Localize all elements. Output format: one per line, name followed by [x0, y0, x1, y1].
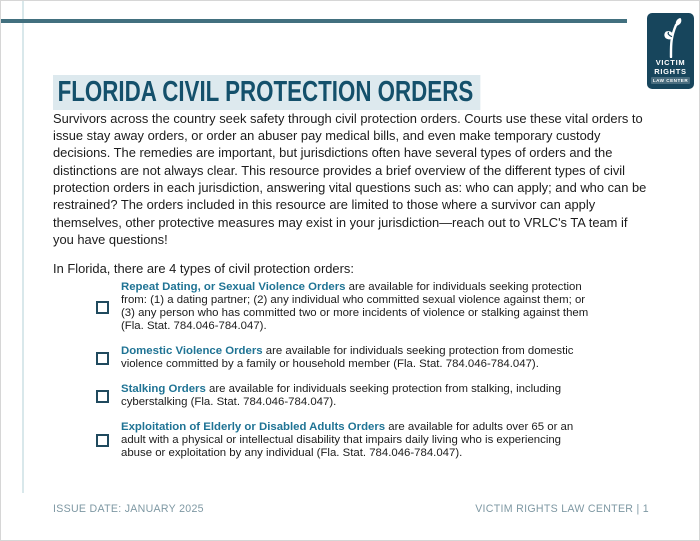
vrlc-logo	[647, 13, 694, 89]
order-description	[121, 383, 593, 409]
order-name: Stalking Orders	[121, 383, 206, 395]
order-details: are available for adults over 65 or an adult with a physical or intellectual disability that impairs daily living who is experiencing abuse or exploitation by any individual (Fla. Stat. 784.046-784.047).	[121, 421, 574, 459]
checkbox-icon[interactable]	[96, 434, 109, 447]
order-name: Domestic Violence Orders	[121, 345, 263, 357]
footer-org-page: VICTIM RIGHTS LAW CENTER | 1	[475, 503, 649, 515]
order-description	[121, 421, 593, 460]
list-item	[96, 383, 596, 409]
checkbox-icon[interactable]	[96, 390, 109, 403]
order-description	[121, 281, 593, 333]
header-rule	[1, 19, 627, 23]
page-footer	[53, 503, 649, 515]
logo-word-rights: RIGHTS	[654, 66, 687, 76]
logo-word-law-center: LAW CENTER	[652, 78, 689, 83]
order-description	[121, 345, 593, 371]
intro-paragraph: Survivors across the country seek safety through civil protection orders. Courts use these vital orders to issue stay away orders, or order an abuser pay medical bills, and even make temporary custody decisions. The remedies are important, but jurisdictions often have several types of orders and the distinctions are not always clear. This resource provides a brief overview of the different types of civil protection orders in each jurisdiction, answering vital questions such as: who can apply; and who can be restrained? The orders included in this resource are limited to those where a survivor can apply themselves, other protective measures may exist in your jurisdiction—reach out to VRLC's TA team if you have questions!	[53, 110, 647, 247]
logo-word-victim: VICTIM	[655, 58, 686, 67]
list-item	[96, 281, 596, 333]
checkbox-icon[interactable]	[96, 301, 109, 314]
checkbox-icon[interactable]	[96, 352, 109, 365]
order-name: Repeat Dating, or Sexual Violence Orders	[121, 281, 346, 293]
issue-date: ISSUE DATE: JANUARY 2025	[53, 503, 204, 515]
order-details: are available for individuals seeking protection from domestic violence committed by a family or household member (Fla. Stat. 784.046-784.047).	[121, 345, 574, 370]
page-title: FLORIDA CIVIL PROTECTION ORDERS	[53, 75, 480, 110]
list-item	[96, 421, 596, 460]
seedling-icon	[658, 18, 684, 58]
order-details: are available for individuals seeking protection from stalking, including cyberstalking (Fla. Stat. 784.046-784.047).	[121, 383, 562, 408]
order-details: are available for individuals seeking protection from: (1) a dating partner; (2) any individual who committed sexual violence against them; or (3) any person who has committed two or more incidents of violence or stalking against them (Fla. Stat. 784.046-784.047).	[121, 281, 589, 332]
left-accent-line	[22, 1, 24, 493]
order-name: Exploitation of Elderly or Disabled Adults Orders	[121, 421, 386, 433]
order-type-list	[96, 281, 596, 472]
list-heading: In Florida, there are 4 types of civil protection orders:	[53, 260, 354, 276]
list-item	[96, 345, 596, 371]
